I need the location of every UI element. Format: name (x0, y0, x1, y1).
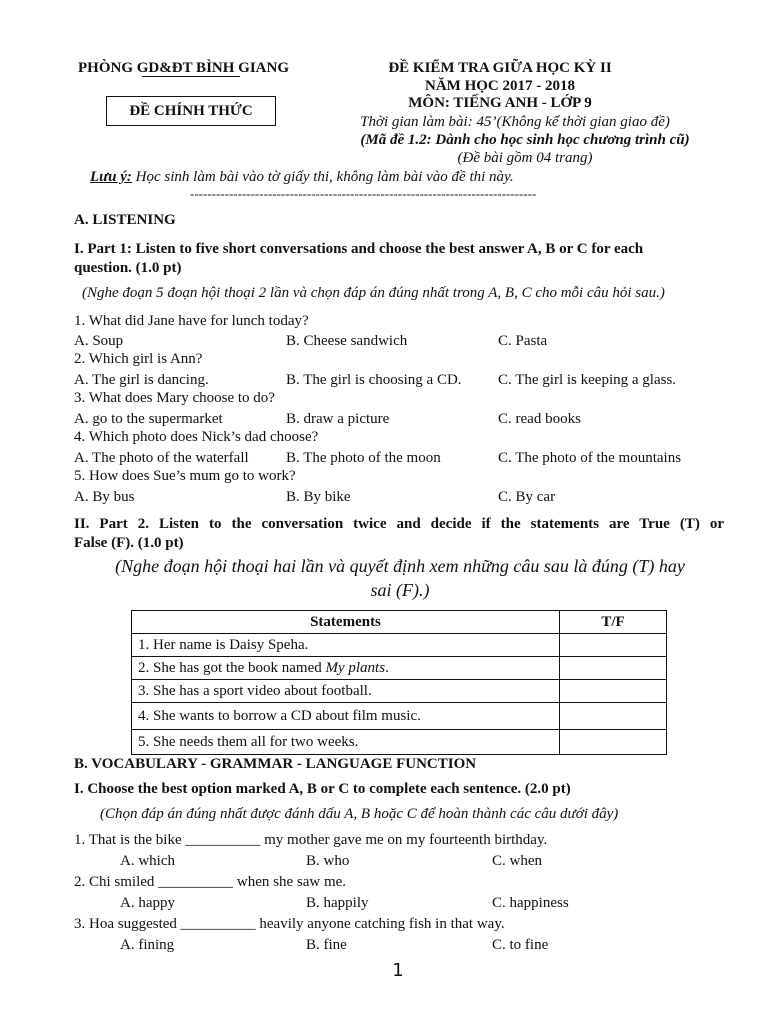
part2-heading-line2: False (F). (1.0 pt) (74, 535, 184, 551)
option-c: C. happiness (492, 895, 569, 911)
option-c: C. By car (498, 489, 556, 505)
divider: -------------------------------------------------------------------------------- (190, 186, 537, 201)
option-a: A. By bus (74, 489, 135, 505)
option-c: C. The photo of the mountains (498, 450, 682, 466)
table-row (132, 730, 667, 755)
option-a: A. The girl is dancing. (74, 372, 209, 388)
part2-instruction-line1: (Nghe đoạn hội thoại hai lần và quyết định xem những câu sau là đúng (T) hay (115, 556, 685, 576)
option-a: A. fining (120, 937, 175, 953)
statement-cell: 3. She has a sport video about football. (132, 680, 560, 703)
exam-time: Thời gian làm bài: 45’(Không kể thời gian giao đề) (360, 114, 670, 130)
part2-heading-line1: II. Part 2. Listen to the conversation twice and decide if the statements are True (T) or (74, 516, 724, 532)
tf-header: T/F (560, 611, 667, 634)
department-underline (142, 76, 240, 77)
section-b-part1-instruction: (Chọn đáp án đúng nhất được đánh dấu A, B hoặc C để hoàn thành các câu dưới đây) (100, 806, 619, 822)
section-a-title: A. LISTENING (74, 212, 176, 228)
statement-cell: 1. Her name is Daisy Speha. (132, 634, 560, 657)
table-row (132, 634, 667, 657)
part1-heading-line2: question. (1.0 pt) (74, 260, 182, 276)
option-b: B. who (306, 853, 350, 869)
question-text: 2. Which girl is Ann? (74, 351, 203, 367)
option-a: A. which (120, 853, 175, 869)
option-b: B. The girl is choosing a CD. (286, 372, 462, 388)
option-b: B. fine (306, 937, 347, 953)
option-c: C. Pasta (498, 333, 548, 349)
table-row (132, 680, 667, 703)
question-text: 3. Hoa suggested __________ heavily anyone catching fish in that way. (74, 916, 505, 932)
page-number: 1 (392, 960, 404, 981)
statements-table (131, 610, 667, 755)
option-b: B. happily (306, 895, 369, 911)
statement-cell: 4. She wants to borrow a CD about film music. (132, 703, 560, 730)
statements-header: Statements (132, 611, 560, 634)
note (90, 169, 514, 186)
option-a: A. Soup (74, 333, 124, 349)
statement-cell: 5. She needs them all for two weeks. (132, 730, 560, 755)
tf-answer-cell[interactable] (560, 730, 667, 755)
option-b: B. By bike (286, 489, 351, 505)
option-b: B. The photo of the moon (286, 450, 441, 466)
option-a: A. go to the supermarket (74, 411, 223, 427)
note-label: Lưu ý: (90, 169, 132, 185)
option-a: A. happy (120, 895, 175, 911)
tf-answer-cell[interactable] (560, 657, 667, 680)
table-row (132, 703, 667, 730)
question-text: 5. How does Sue’s mum go to work? (74, 468, 296, 484)
part1-instruction: (Nghe đoạn 5 đoạn hội thoại 2 lần và chọn đáp án đúng nhất trong A, B, C cho mỗi câu hỏi sau.) (82, 285, 665, 301)
question-text: 2. Chi smiled __________ when she saw me. (74, 874, 347, 890)
statement-cell: 2. She has got the book named My plants. (132, 657, 560, 680)
option-c: C. to fine (492, 937, 549, 953)
tf-answer-cell[interactable] (560, 680, 667, 703)
section-b-part1-heading: I. Choose the best option marked A, B or C to complete each sentence. (2.0 pt) (74, 781, 571, 797)
tf-answer-cell[interactable] (560, 634, 667, 657)
option-b: B. Cheese sandwich (286, 333, 408, 349)
option-b: B. draw a picture (286, 411, 390, 427)
question-text: 1. What did Jane have for lunch today? (74, 313, 309, 329)
option-c: C. The girl is keeping a glass. (498, 372, 677, 388)
department-name: PHÒNG GD&ĐT BÌNH GIANG (78, 60, 289, 76)
question-text: 1. That is the bike __________ my mother gave me on my fourteenth birthday. (74, 832, 548, 848)
section-b-title: B. VOCABULARY - GRAMMAR - LANGUAGE FUNCTION (74, 756, 477, 772)
tf-answer-cell[interactable] (560, 703, 667, 730)
note-text: Học sinh làm bài vào tờ giấy thi, không làm bài vào đề thi này. (135, 169, 514, 185)
school-year: NĂM HỌC 2017 - 2018 (425, 78, 575, 94)
question-text: 4. Which photo does Nick’s dad choose? (74, 429, 319, 445)
question-text: 3. What does Mary choose to do? (74, 390, 275, 406)
table-row (132, 657, 667, 680)
exam-code: (Mã đề 1.2: Dành cho học sinh học chương trình cũ) (360, 132, 690, 148)
option-c: C. read books (498, 411, 581, 427)
subject: MÔN: TIẾNG ANH - LỚP 9 (408, 95, 592, 111)
table-header-row (132, 611, 667, 634)
page-count: (Đề bài gồm 04 trang) (457, 150, 593, 166)
option-c: C. when (492, 853, 542, 869)
official-label: ĐỀ CHÍNH THỨC (106, 96, 276, 126)
exam-title: ĐỀ KIỂM TRA GIỮA HỌC KỲ II (388, 60, 612, 76)
part1-heading-line1: I. Part 1: Listen to five short conversations and choose the best answer A, B or C for each (74, 241, 644, 257)
part2-instruction-line2: sai (F).) (370, 580, 430, 600)
option-a: A. The photo of the waterfall (74, 450, 249, 466)
